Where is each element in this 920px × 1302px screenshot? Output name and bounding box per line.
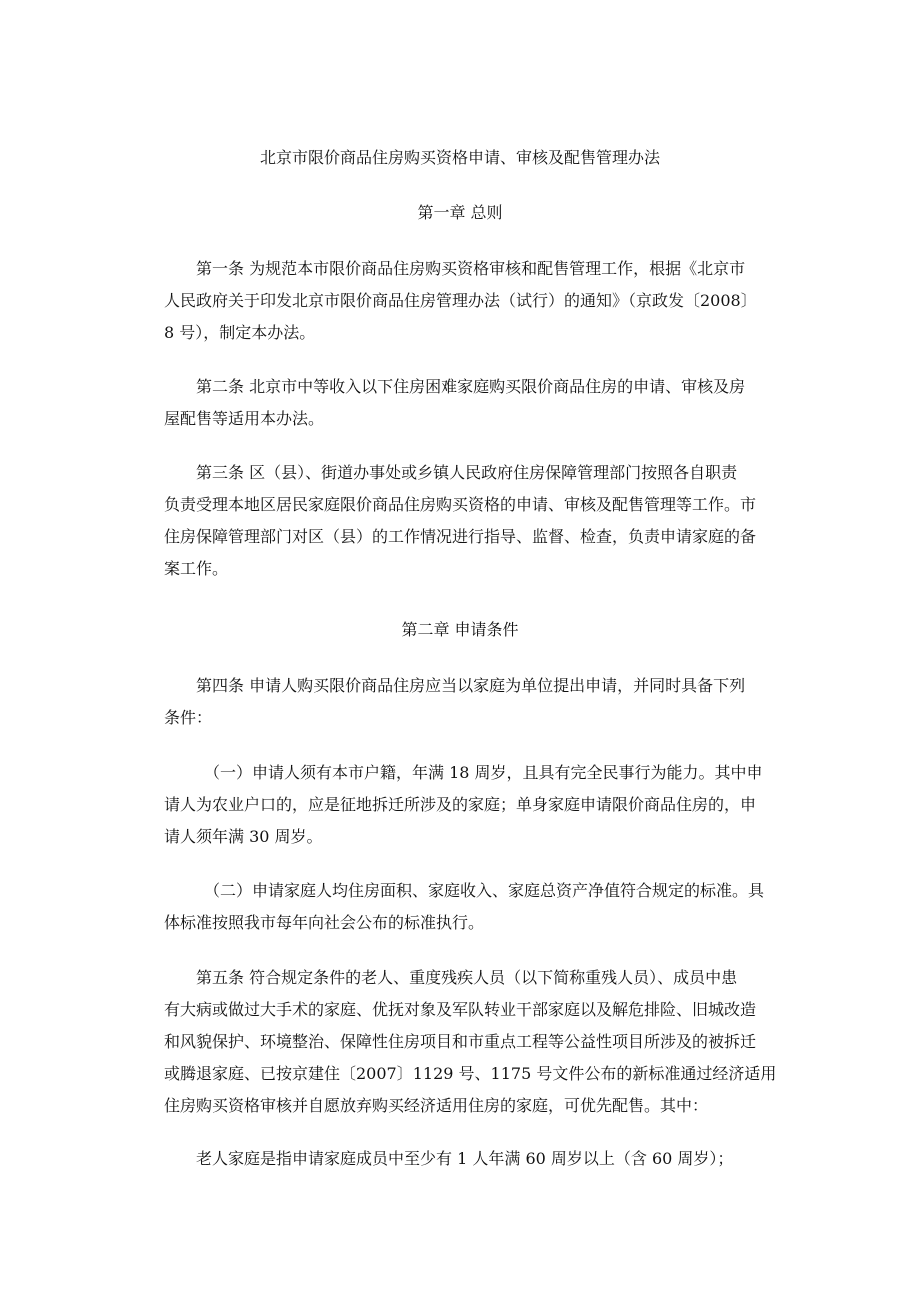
article-1 [164, 253, 764, 349]
article-2-line-1: 第二条 北京市中等收入以下住房困难家庭购买限价商品住房的申请、审核及房 [196, 377, 746, 396]
article-5-line-2: 有大病或做过大手术的家庭、优抚对象及军队转业干部家庭以及解危排险、旧城改造 [164, 1000, 757, 1019]
item-1-line-3: 请人须年满 30 周岁。 [164, 827, 323, 846]
item-2-line-2: 体标准按照我市每年向社会公布的标准执行。 [164, 913, 485, 932]
item-2 [164, 875, 764, 939]
article-1-line-1: 第一条 为规范本市限价商品住房购买资格审核和配售管理工作，根据《北京市 [196, 259, 746, 278]
item-1-line-1: （一）申请人须有本市户籍，年满 18 周岁，且具有完全民事行为能力。其中申 [204, 763, 763, 782]
article-4-line-2: 条件： [164, 708, 213, 727]
chapter-heading-1: 第一章 总则 [417, 203, 503, 222]
article-3 [164, 457, 764, 585]
article-3-line-3: 住房保障管理部门对区（县）的工作情况进行指导、监督、检查，负责申请家庭的备 [164, 527, 757, 546]
article-1-line-3: 8 号），制定本办法。 [164, 323, 316, 342]
document-title: 北京市限价商品住房购买资格申请、审核及配售管理办法 [259, 148, 660, 167]
article-3-line-1: 第三条 区（县）、街道办事处或乡镇人民政府住房保障管理部门按照各自职责 [196, 463, 738, 482]
chapter-heading-2: 第二章 申请条件 [401, 620, 519, 639]
article-5-line-3: 和风貌保护、环境整治、保障性住房项目和市重点工程等公益性项目所涉及的被拆迁 [164, 1032, 757, 1051]
item-2-line-1: （二）申请家庭人均住房面积、家庭收入、家庭总资产净值符合规定的标准。具 [204, 881, 765, 900]
article-5 [164, 962, 777, 1122]
article-2 [164, 371, 764, 435]
article-3-line-2: 负责受理本地区居民家庭限价商品住房购买资格的申请、审核及配售管理等工作。市 [164, 495, 757, 514]
article-4-line-1: 第四条 申请人购买限价商品住房应当以家庭为单位提出申请，并同时具备下列 [196, 676, 746, 695]
elderly-definition [164, 1143, 764, 1175]
article-5-line-4: 或腾退家庭、已按京建住〔2007〕1129 号、1175 号文件公布的新标准通过经济适用 [164, 1064, 777, 1083]
article-3-line-4: 案工作。 [164, 559, 229, 578]
article-4 [164, 670, 764, 734]
article-5-line-5: 住房购买资格审核并自愿放弃购买经济适用住房的家庭，可优先配售。其中： [164, 1096, 709, 1115]
article-2-line-2: 屋配售等适用本办法。 [164, 409, 325, 428]
item-1-line-2: 请人为农业户口的，应是征地拆迁所涉及的家庭；单身家庭申请限价商品住房的，申 [164, 795, 757, 814]
elderly-definition-line-1: 老人家庭是指申请家庭成员中至少有 1 人年满 60 周岁以上（含 60 周岁）； [196, 1149, 734, 1168]
article-5-line-1: 第五条 符合规定条件的老人、重度残疾人员（以下简称重残人员）、成员中患 [196, 968, 738, 987]
item-1 [164, 757, 764, 853]
article-1-line-2: 人民政府关于印发北京市限价商品住房管理办法（试行）的通知》（京政发〔2008〕 [164, 291, 757, 310]
